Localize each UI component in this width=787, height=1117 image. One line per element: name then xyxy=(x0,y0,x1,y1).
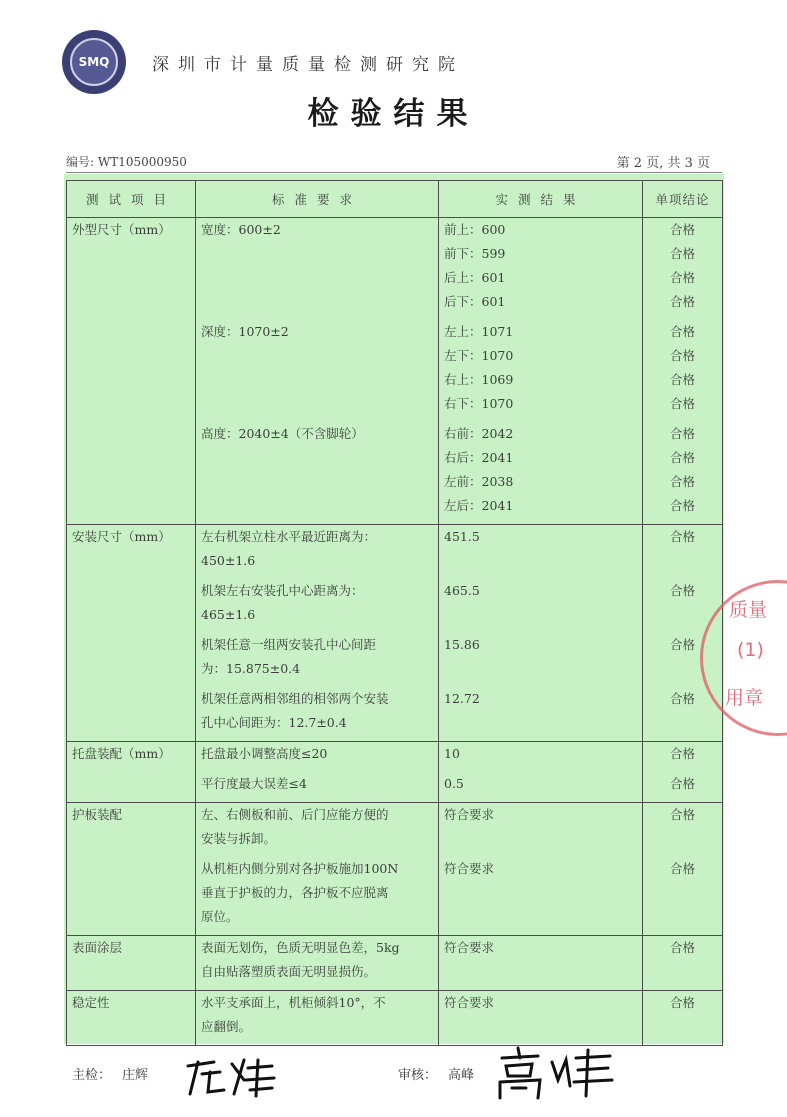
table-row xyxy=(67,991,723,1046)
result-value: 0.5 xyxy=(444,776,464,791)
logo-text: SMQ xyxy=(70,38,118,86)
inspection-results-table xyxy=(66,180,723,1046)
result-value-group xyxy=(444,218,637,314)
verdict-text: 合格 xyxy=(669,396,695,411)
verdict-text xyxy=(648,549,717,573)
result-value: 前下：599 xyxy=(444,246,506,261)
result-value-group xyxy=(444,991,637,1039)
verdict-text-group xyxy=(648,803,717,851)
verdict-text: 合格 xyxy=(669,450,695,465)
verdict-text: 合格 xyxy=(669,583,695,598)
page-title: 检验结果 xyxy=(307,96,480,132)
test-item-name: 稳定性 xyxy=(72,995,110,1010)
verdict-text: 合格 xyxy=(669,995,695,1010)
table-header-row xyxy=(67,181,723,218)
result-value xyxy=(444,905,637,929)
requirement-text: 为：15.875±0.4 xyxy=(201,661,301,676)
result-value: 后下：601 xyxy=(444,294,506,309)
verdict-text-group xyxy=(648,991,717,1039)
result-value-group xyxy=(444,772,637,796)
result-value: 符合要求 xyxy=(444,807,495,822)
verdict-text-group xyxy=(648,857,717,929)
inspector-name: 庄辉 xyxy=(122,1068,149,1083)
verdict-text: 合格 xyxy=(669,807,695,822)
result-value-group xyxy=(444,803,637,851)
verdict-cell xyxy=(643,991,723,1046)
result-cell xyxy=(439,218,643,525)
result-value: 右上：1069 xyxy=(444,372,514,387)
requirement-text xyxy=(201,446,433,470)
inspector-label: 主检： xyxy=(72,1068,112,1083)
result-value: 符合要求 xyxy=(444,995,495,1010)
verdict-text: 合格 xyxy=(669,746,695,761)
organization-name: 深圳市计量质量检测研究院 xyxy=(152,55,464,75)
verdict-text: 合格 xyxy=(669,861,695,876)
verdict-text-group xyxy=(648,525,717,573)
result-value: 右下：1070 xyxy=(444,396,514,411)
inspector-signature xyxy=(180,1050,280,1100)
verdict-text-group xyxy=(648,742,717,766)
requirement-text: 表面无划伤，色质无明显色差，5kg xyxy=(201,940,400,955)
requirement-text: 安装与拆卸。 xyxy=(201,831,277,846)
requirement-text: 托盘最小调整高度≤20 xyxy=(201,746,328,761)
verdict-text: 合格 xyxy=(669,426,695,441)
requirement-text: 深度：1070±2 xyxy=(201,324,289,339)
verdict-text xyxy=(648,827,717,851)
verdict-text: 合格 xyxy=(669,691,695,706)
result-value-group xyxy=(444,579,637,627)
requirement-text-group xyxy=(201,991,433,1039)
result-value: 451.5 xyxy=(444,529,480,544)
table-body xyxy=(67,218,723,1046)
result-value xyxy=(444,1015,637,1039)
requirement-text: 垂直于护板的力，各护板不应脱离 xyxy=(201,885,389,900)
verdict-text: 合格 xyxy=(669,246,695,261)
verdict-cell xyxy=(643,803,723,936)
requirement-text-group xyxy=(201,936,433,984)
result-value: 符合要求 xyxy=(444,861,495,876)
requirement-text xyxy=(201,392,433,416)
requirement-text-group xyxy=(201,525,433,573)
reviewer-name: 高峰 xyxy=(448,1068,475,1083)
result-value: 12.72 xyxy=(444,691,480,706)
verdict-text: 合格 xyxy=(669,940,695,955)
test-item-cell xyxy=(67,218,196,525)
result-cell xyxy=(439,525,643,742)
requirement-cell xyxy=(196,742,439,803)
requirement-text: 高度：2040±4（不含脚轮） xyxy=(201,426,364,441)
verdict-cell xyxy=(643,218,723,525)
header-test-item: 测试项目 xyxy=(67,181,196,218)
result-value: 左前：2038 xyxy=(444,474,514,489)
test-item-name: 表面涂层 xyxy=(72,940,123,955)
test-item-name: 外型尺寸（mm） xyxy=(72,222,171,237)
result-value xyxy=(444,657,637,681)
header-standard-requirement: 标准要求 xyxy=(196,181,439,218)
result-value-group xyxy=(444,320,637,416)
requirement-text: 450±1.6 xyxy=(201,553,256,568)
verdict-text: 合格 xyxy=(669,637,695,652)
stamp-text-1: 质量 xyxy=(729,599,768,621)
verdict-text: 合格 xyxy=(669,529,695,544)
verdict-text xyxy=(648,960,717,984)
result-value: 前上：600 xyxy=(444,222,506,237)
result-value: 左下：1070 xyxy=(444,348,514,363)
requirement-text-group xyxy=(201,687,433,735)
test-item-cell xyxy=(67,525,196,742)
requirement-text xyxy=(201,470,433,494)
requirement-text xyxy=(201,266,433,290)
result-cell xyxy=(439,742,643,803)
result-cell xyxy=(439,803,643,936)
test-item-name: 托盘装配（mm） xyxy=(72,746,171,761)
verdict-text: 合格 xyxy=(669,474,695,489)
test-item-cell xyxy=(67,991,196,1046)
result-value xyxy=(444,711,637,735)
result-value xyxy=(444,603,637,627)
requirement-text xyxy=(201,290,433,314)
verdict-text xyxy=(648,711,717,735)
verdict-text xyxy=(648,905,717,929)
requirement-text-group xyxy=(201,803,433,851)
requirement-text: 机架任意两相邻组的相邻两个安装 xyxy=(201,691,389,706)
test-item-cell xyxy=(67,742,196,803)
result-value xyxy=(444,960,637,984)
result-cell xyxy=(439,991,643,1046)
page-info: 第 2 页, 共 3 页 xyxy=(616,156,710,171)
result-value-group xyxy=(444,936,637,984)
requirement-text xyxy=(201,242,433,266)
table-row xyxy=(67,742,723,803)
verdict-text xyxy=(648,1015,717,1039)
document-number: 编号: WT105000950 xyxy=(66,155,187,169)
requirement-text: 从机柜内侧分别对各护板施加100N xyxy=(201,861,399,876)
requirement-text-group xyxy=(201,422,433,518)
requirement-text-group xyxy=(201,218,433,314)
verdict-text: 合格 xyxy=(669,776,695,791)
verdict-cell xyxy=(643,742,723,803)
result-value xyxy=(444,549,637,573)
test-item-cell xyxy=(67,803,196,936)
requirement-text: 原位。 xyxy=(201,909,239,924)
smq-logo xyxy=(62,30,126,94)
requirement-text-group xyxy=(201,857,433,929)
verdict-text-group xyxy=(648,579,717,627)
result-value: 右前：2042 xyxy=(444,426,514,441)
verdict-text: 合格 xyxy=(669,324,695,339)
result-value: 右后：2041 xyxy=(444,450,514,465)
requirement-text: 465±1.6 xyxy=(201,607,256,622)
verdict-text: 合格 xyxy=(669,294,695,309)
verdict-cell xyxy=(643,936,723,991)
requirement-text: 宽度：600±2 xyxy=(201,222,281,237)
result-value: 后上：601 xyxy=(444,270,506,285)
verdict-text-group xyxy=(648,320,717,416)
requirement-text: 自由贴落塑质表面无明显损伤。 xyxy=(201,964,377,979)
result-value: 左后：2041 xyxy=(444,498,514,513)
reviewer-label: 审核： xyxy=(398,1068,438,1083)
requirement-text-group xyxy=(201,633,433,681)
result-value-group xyxy=(444,687,637,735)
requirement-text: 左右机架立柱水平最近距离为： xyxy=(201,529,377,544)
requirement-text: 孔中心间距为：12.7±0.4 xyxy=(201,715,347,730)
stamp-text-3: 用章 xyxy=(725,687,764,709)
requirement-cell xyxy=(196,218,439,525)
requirement-cell xyxy=(196,803,439,936)
result-value-group xyxy=(444,633,637,681)
result-cell xyxy=(439,936,643,991)
header-divider xyxy=(66,172,722,173)
table-row xyxy=(67,936,723,991)
result-value: 15.86 xyxy=(444,637,480,652)
stamp-text-2: (1) xyxy=(737,639,764,661)
requirement-text-group xyxy=(201,579,433,627)
header-verdict: 单项结论 xyxy=(643,181,723,218)
requirement-text xyxy=(201,494,433,518)
verdict-text-group xyxy=(648,936,717,984)
requirement-text-group xyxy=(201,772,433,796)
requirement-text: 机架任意一组两安装孔中心间距 xyxy=(201,637,377,652)
verdict-text-group xyxy=(648,687,717,735)
verdict-text-group xyxy=(648,772,717,796)
result-value-group xyxy=(444,742,637,766)
result-value: 465.5 xyxy=(444,583,480,598)
result-value: 10 xyxy=(444,746,460,761)
result-value xyxy=(444,827,637,851)
result-value: 符合要求 xyxy=(444,940,495,955)
requirement-text xyxy=(201,368,433,392)
table-row xyxy=(67,218,723,525)
verdict-text: 合格 xyxy=(669,348,695,363)
test-item-cell xyxy=(67,936,196,991)
test-item-name: 安装尺寸（mm） xyxy=(72,529,171,544)
verdict-text-group xyxy=(648,218,717,314)
requirement-text-group xyxy=(201,320,433,416)
result-value: 左上：1071 xyxy=(444,324,514,339)
requirement-text: 水平支承面上，机柜倾斜10°，不 xyxy=(201,995,386,1010)
requirement-text xyxy=(201,344,433,368)
reviewer-signature xyxy=(492,1044,622,1102)
requirement-text: 左、右侧板和前、后门应能方便的 xyxy=(201,807,389,822)
result-value xyxy=(444,881,637,905)
requirement-cell xyxy=(196,525,439,742)
requirement-text: 平行度最大误差≤4 xyxy=(201,776,307,791)
header-measured-result: 实测结果 xyxy=(439,181,643,218)
result-value-group xyxy=(444,422,637,518)
table-row xyxy=(67,803,723,936)
requirement-text: 应翻倒。 xyxy=(201,1019,252,1034)
verdict-text: 合格 xyxy=(669,498,695,513)
verdict-text: 合格 xyxy=(669,222,695,237)
result-value-group xyxy=(444,857,637,929)
requirement-text: 机架左右安装孔中心距离为： xyxy=(201,583,364,598)
verdict-text-group xyxy=(648,422,717,518)
requirement-text-group xyxy=(201,742,433,766)
verdict-text xyxy=(648,881,717,905)
verdict-text: 合格 xyxy=(669,372,695,387)
result-value-group xyxy=(444,525,637,573)
requirement-cell xyxy=(196,991,439,1046)
test-item-name: 护板装配 xyxy=(72,807,123,822)
requirement-cell xyxy=(196,936,439,991)
table-row xyxy=(67,525,723,742)
verdict-text: 合格 xyxy=(669,270,695,285)
